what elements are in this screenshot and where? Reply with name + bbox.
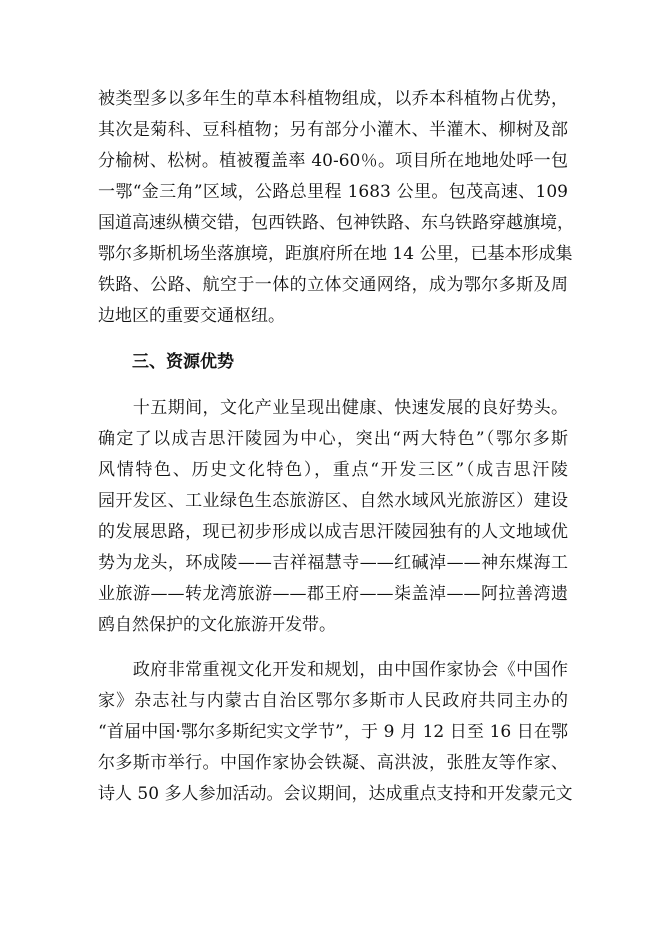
- text-line: 其次是菊科、豆科植物；另有部分小灌木、半灌木、柳树及部: [98, 120, 568, 140]
- text-line: 国道高速纵横交错，包西铁路、包神铁路、东乌铁路穿越旗境，: [98, 213, 574, 233]
- text-line: “首届中国·鄂尔多斯纪实文学节”，于 9 月 12 日至 16 日在鄂: [98, 722, 568, 742]
- section-heading: 三、资源优势: [132, 352, 234, 372]
- text-line: 鄂尔多斯机场坐落旗境，距旗府所在地 14 公里，已基本形成集: [98, 244, 573, 264]
- text-line: 鸥自然保护的文化旅游开发带。: [98, 615, 336, 635]
- text-line: 确定了以成吉思汗陵园为中心，突出“两大特色”（鄂尔多斯: [98, 429, 568, 449]
- text-line: 铁路、公路、航空于一体的立体交通网络，成为鄂尔多斯及周: [98, 275, 568, 295]
- text-line: 一鄂“金三角”区域，公路总里程 1683 公里。包茂高速、109: [98, 182, 568, 202]
- text-line: 边地区的重要交通枢纽。: [98, 306, 285, 326]
- text-line: 风情特色、历史文化特色），重点“开发三区”（成吉思汗陵: [98, 460, 568, 480]
- text-line: 分榆树、松树。植被覆盖率 40-60％。项目所在地地处呼一包: [98, 151, 568, 171]
- text-line: 势为龙头，环成陵——吉祥福慧寺——红碱淖——神东煤海工: [98, 553, 568, 573]
- text-line: 十五期间，文化产业呈现出健康、快速发展的良好势头。: [98, 398, 568, 418]
- text-line: 的发展思路，现已初步形成以成吉思汗陵园独有的人文地域优: [98, 522, 568, 542]
- text-line: 政府非常重视文化开发和规划，由中国作家协会《中国作: [98, 660, 568, 680]
- text-line: 园开发区、工业绿色生态旅游区、自然水域风光旅游区）建设: [98, 491, 568, 511]
- text-line: 尔多斯市举行。中国作家协会铁凝、高洪波，张胜友等作家、: [98, 753, 568, 773]
- text-line: 被类型多以多年生的草本科植物组成，以乔本科植物占优势，: [98, 89, 568, 109]
- text-line: 诗人 50 多人参加活动。会议期间，达成重点支持和开发蒙元文: [98, 784, 573, 804]
- text-line: 家》杂志社与内蒙古自治区鄂尔多斯市人民政府共同主办的: [98, 691, 568, 711]
- text-line: 业旅游——转龙湾旅游——郡王府——柒盖淖——阿拉善湾遗: [98, 584, 568, 604]
